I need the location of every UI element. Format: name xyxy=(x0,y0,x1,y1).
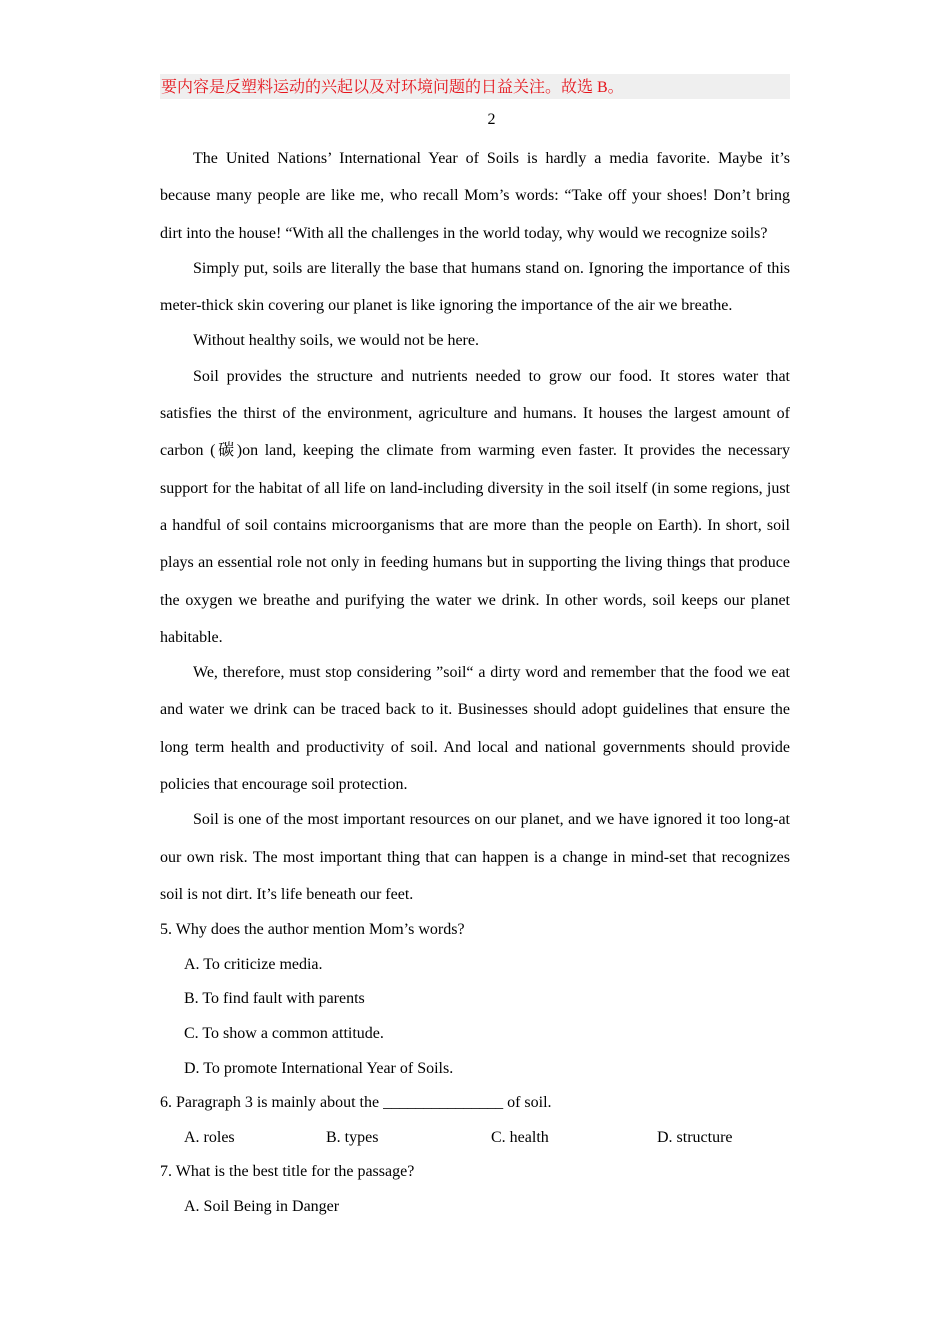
question-5-stem: 5. Why does the author mention Mom’s words? xyxy=(160,921,465,939)
paragraph-2: Simply put, soils are literally the base that humans stand on. Ignoring the importance of this meter-thick skin covering our planet is like ignoring the importance of the air we breathe. xyxy=(160,259,790,315)
passage-number: 2 xyxy=(487,111,496,128)
question-5-option-b: B. To find fault with parents xyxy=(184,990,365,1008)
question-5-option-c: C. To show a common attitude. xyxy=(184,1025,384,1043)
paragraph-5: We, therefore, must stop considering ”soil“ a dirty word and remember that the food we eat and water we drink can be traced back to it. Businesses should adopt guidelines that ensure the long term health and productivity of soil. And local and national governments should provide policies that encourage soil protection. xyxy=(160,664,790,794)
question-6-stem: 6. Paragraph 3 is mainly about the _______________ of soil. xyxy=(160,1094,552,1112)
question-6-option-a: A. roles xyxy=(184,1128,235,1146)
question-7-stem: 7. What is the best title for the passage? xyxy=(160,1163,415,1181)
question-6-option-d: D. structure xyxy=(657,1128,733,1146)
page-content xyxy=(160,74,790,1225)
question-6-options xyxy=(160,1121,790,1156)
question-5-option-d: D. To promote International Year of Soils. xyxy=(184,1059,454,1077)
paragraph-3: Without healthy soils, we would not be here. xyxy=(193,332,479,350)
paragraph-1: The United Nations’ International Year of Soils is hardly a media favorite. Maybe it’s because many people are like me, who recall Mom’s words: “Take off your shoes! Don’t bring dirt into the house! “With all the challenges in the world today, why would we recognize soils? xyxy=(160,150,790,242)
question-5-option-a: A. To criticize media. xyxy=(184,955,323,973)
paragraph-6: Soil is one of the most important resources on our planet, and we have ignored it too long-at our own risk. The most important thing that can happen is a change in mind-set that recognizes soil is not dirt. It’s life beneath our feet. xyxy=(160,811,790,903)
question-6-option-c: C. health xyxy=(491,1128,549,1146)
paragraph-4: Soil provides the structure and nutrients needed to grow our food. It stores water that satisfies the thirst of the environment, agriculture and humans. It houses the largest amount of carbon (碳)on land, keeping the climate from warming even faster. It provides the necessary support for the habitat of all life on land-including diversity in the soil itself (in some regions, just a handful of soil contains microorganisms that are more than the people on Earth). In short, soil plays an essential role not only in feeding humans but in supporting the living things that produce the oxygen we breathe and purifying the water we drink. In other words, soil keeps our planet habitable. xyxy=(160,367,791,646)
question-6-option-b: B. types xyxy=(326,1128,379,1146)
questions xyxy=(160,913,790,1224)
answer-explanation-note: 要内容是反塑料运动的兴起以及对环境问题的日益关注。故选 B。 xyxy=(160,74,790,99)
question-7-option-a: A. Soil Being in Danger xyxy=(184,1197,340,1215)
